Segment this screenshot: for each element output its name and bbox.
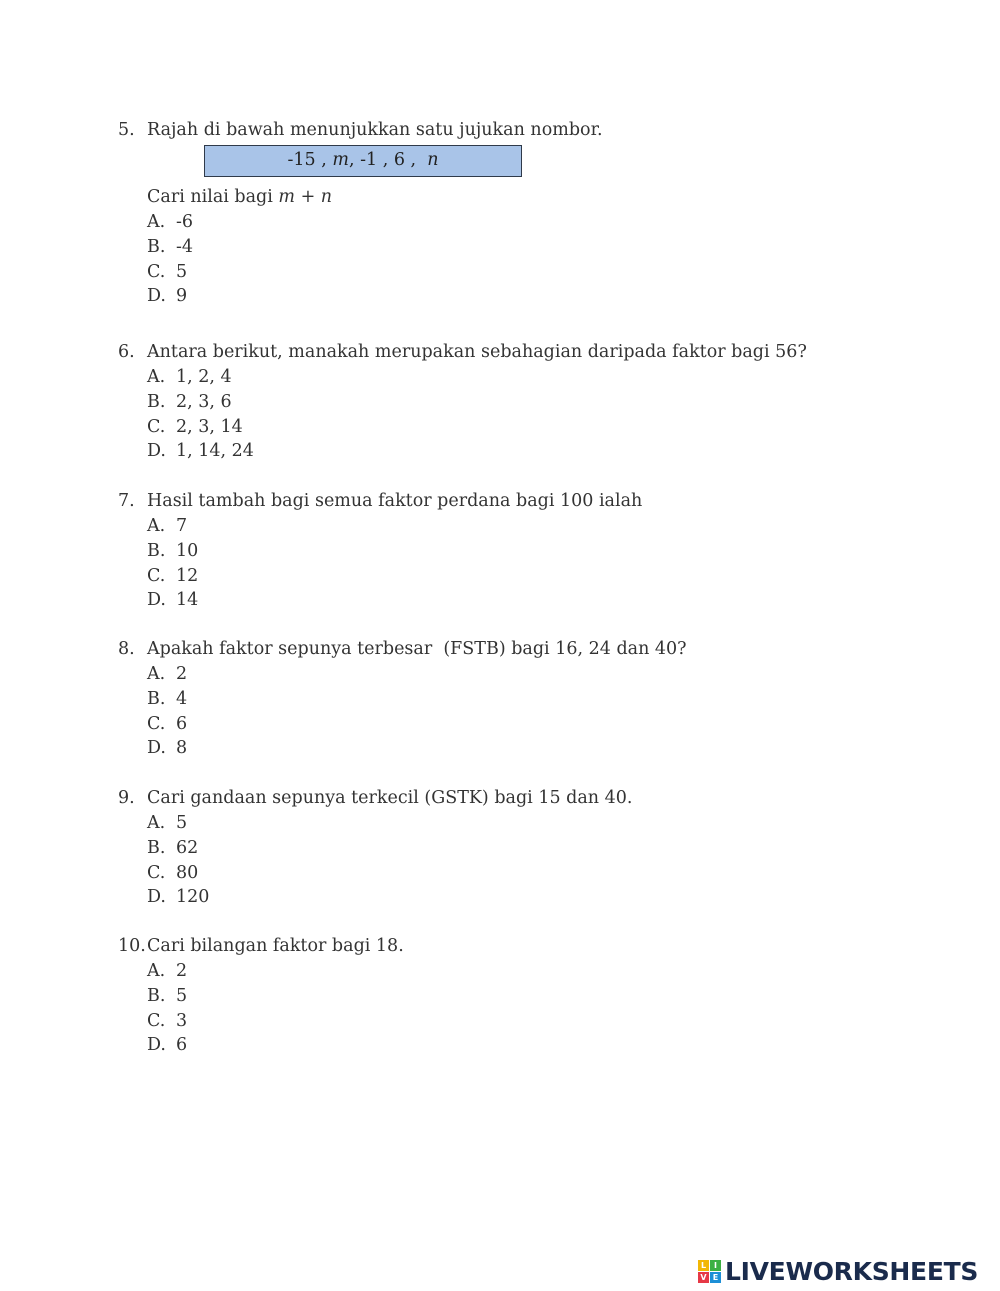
option-text: 14	[176, 590, 199, 611]
option-text: -4	[176, 236, 194, 257]
option-d[interactable]	[118, 284, 918, 309]
option-d[interactable]	[118, 588, 918, 613]
option-label: B.	[147, 837, 166, 858]
option-a[interactable]	[118, 365, 918, 390]
option-text: 2, 3, 14	[176, 416, 243, 437]
option-label: C.	[147, 565, 166, 586]
option-label: C.	[147, 1010, 166, 1031]
option-label: A.	[147, 813, 166, 833]
option-text: 4	[176, 688, 188, 709]
find-expression: m + n	[278, 187, 333, 207]
option-label: A.	[147, 212, 166, 232]
logo-letter-tile: E	[710, 1272, 721, 1283]
option-c[interactable]	[118, 1009, 918, 1034]
option-label: D.	[147, 1035, 166, 1056]
option-d[interactable]	[118, 439, 918, 464]
question-number: 10.	[118, 936, 146, 956]
option-b[interactable]	[118, 836, 918, 861]
liveworksheets-logo	[698, 1254, 978, 1288]
number-sequence-box	[204, 145, 522, 177]
option-label: C.	[147, 862, 166, 883]
option-text: -6	[176, 212, 194, 232]
option-label: C.	[147, 713, 166, 734]
option-text: 2	[176, 664, 188, 684]
option-label: D.	[147, 286, 166, 307]
option-text: 10	[176, 540, 199, 561]
option-a[interactable]	[118, 959, 918, 984]
option-label: A.	[147, 961, 166, 981]
question-text: Cari bilangan faktor bagi 18.	[147, 936, 404, 956]
option-text: 6	[176, 713, 188, 734]
question-9	[118, 786, 918, 910]
question-7	[118, 489, 918, 613]
option-label: D.	[147, 887, 166, 908]
option-text: 6	[176, 1035, 188, 1056]
question-number: 6.	[118, 342, 135, 362]
option-label: B.	[147, 540, 166, 561]
option-label: D.	[147, 738, 166, 759]
question-stem	[118, 489, 918, 514]
option-b[interactable]	[118, 235, 918, 260]
option-text: 62	[176, 837, 199, 858]
question-number: 8.	[118, 639, 135, 659]
option-c[interactable]	[118, 564, 918, 589]
option-label: B.	[147, 391, 166, 412]
option-a[interactable]	[118, 662, 918, 687]
sequence-part: -15 ,	[287, 150, 333, 170]
option-label: D.	[147, 441, 166, 462]
option-d[interactable]	[118, 885, 918, 910]
liveworksheets-logo-icon	[698, 1260, 721, 1283]
question-5	[118, 118, 918, 309]
option-text: 5	[176, 261, 188, 282]
logo-letter-tile: V	[698, 1272, 709, 1283]
option-text: 2	[176, 961, 188, 981]
find-prefix: Cari nilai bagi	[147, 187, 279, 207]
option-text: 7	[176, 516, 188, 536]
option-text: 120	[176, 887, 210, 908]
option-c[interactable]	[118, 260, 918, 285]
option-label: B.	[147, 236, 166, 257]
question-stem	[118, 637, 918, 662]
option-text: 3	[176, 1010, 188, 1031]
option-c[interactable]	[118, 415, 918, 440]
option-text: 9	[176, 286, 188, 307]
option-c[interactable]	[118, 712, 918, 737]
option-text: 8	[176, 738, 188, 759]
option-a[interactable]	[118, 514, 918, 539]
option-label: A.	[147, 664, 166, 684]
find-instruction	[118, 185, 918, 210]
option-label: D.	[147, 590, 166, 611]
option-text: 12	[176, 565, 199, 586]
option-text: 1, 2, 4	[176, 367, 232, 387]
question-6	[118, 340, 918, 464]
option-label: C.	[147, 416, 166, 437]
option-b[interactable]	[118, 687, 918, 712]
question-number: 9.	[118, 788, 135, 808]
question-text: Cari gandaan sepunya terkecil (GSTK) bagi 15 dan 40.	[147, 788, 633, 808]
question-text: Apakah faktor sepunya terbesar (FSTB) bagi 16, 24 dan 40?	[147, 639, 687, 659]
question-text: Antara berikut, manakah merupakan sebahagian daripada faktor bagi 56?	[147, 342, 807, 362]
option-b[interactable]	[118, 539, 918, 564]
option-d[interactable]	[118, 1033, 918, 1058]
option-b[interactable]	[118, 984, 918, 1009]
option-text: 1, 14, 24	[176, 441, 254, 462]
option-label: C.	[147, 261, 166, 282]
sequence-variable-m: m	[332, 150, 349, 170]
question-10	[118, 934, 918, 1058]
sequence-variable-n: n	[427, 150, 439, 170]
question-stem	[118, 340, 918, 365]
option-a[interactable]	[118, 811, 918, 836]
question-8	[118, 637, 918, 761]
option-text: 2, 3, 6	[176, 391, 232, 412]
question-text: Rajah di bawah menunjukkan satu jujukan nombor.	[147, 120, 603, 140]
option-b[interactable]	[118, 390, 918, 415]
option-text: 5	[176, 813, 188, 833]
option-d[interactable]	[118, 736, 918, 761]
question-stem	[118, 934, 918, 959]
question-stem	[118, 118, 918, 143]
option-text: 5	[176, 985, 188, 1006]
option-label: A.	[147, 367, 166, 387]
question-number: 7.	[118, 491, 135, 511]
logo-letter-tile: I	[710, 1260, 721, 1271]
option-label: B.	[147, 688, 166, 709]
option-a[interactable]	[118, 210, 918, 235]
logo-letter-tile: L	[698, 1260, 709, 1271]
option-label: A.	[147, 516, 166, 536]
option-text: 80	[176, 862, 199, 883]
question-stem	[118, 786, 918, 811]
sequence-part: , -1 , 6 ,	[348, 150, 422, 170]
option-c[interactable]	[118, 861, 918, 886]
question-text: Hasil tambah bagi semua faktor perdana bagi 100 ialah	[147, 491, 643, 511]
question-number: 5.	[118, 120, 135, 140]
logo-text: LIVEWORKSHEETS	[725, 1256, 979, 1286]
option-label: B.	[147, 985, 166, 1006]
